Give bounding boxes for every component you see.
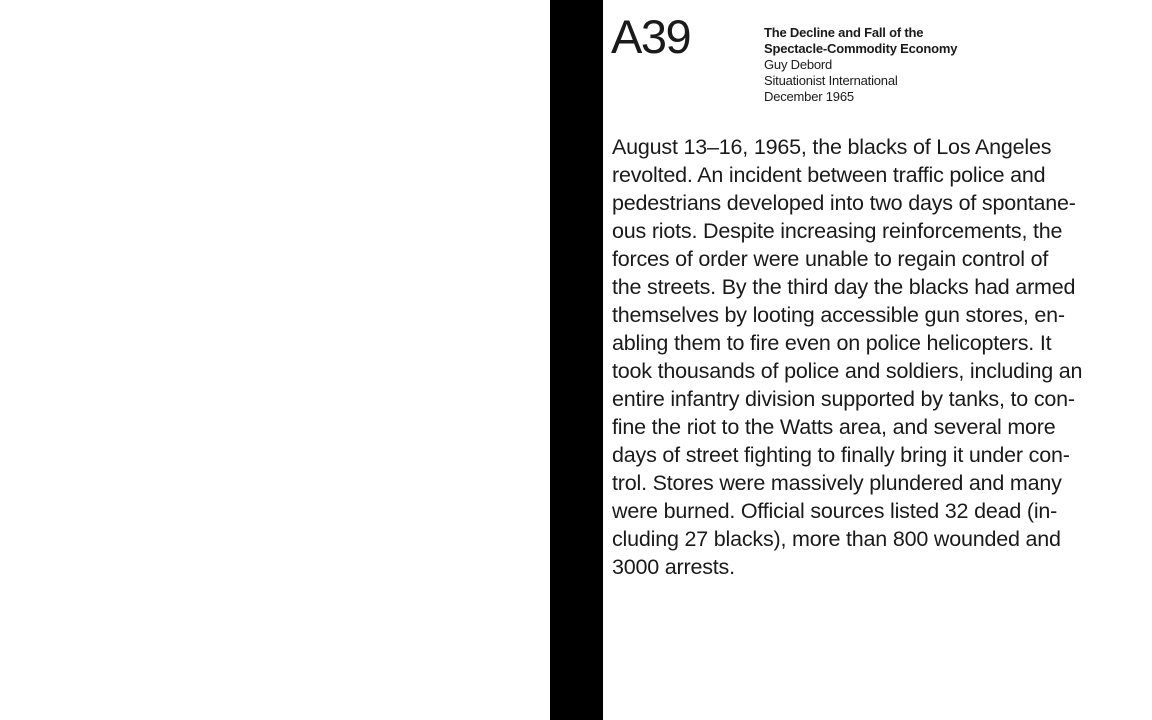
black-margin-bar bbox=[550, 0, 603, 720]
body-line: ous riots. Despite increasing reinforcements, the bbox=[612, 219, 1063, 243]
body-line: entire infantry division supported by tanks, to con- bbox=[612, 387, 1075, 411]
body-line: revolted. An incident between traffic police and bbox=[612, 163, 1046, 187]
document-metadata bbox=[764, 25, 957, 105]
body-paragraph bbox=[612, 133, 1132, 581]
title-line-1: The Decline and Fall of the bbox=[764, 25, 924, 40]
body-line: pedestrians developed into two days of spontane- bbox=[612, 191, 1076, 215]
body-line: fine the riot to the Watts area, and several more bbox=[612, 415, 1056, 439]
author: Guy Debord bbox=[764, 57, 833, 72]
body-line: cluding 27 blacks), more than 800 wounded and bbox=[612, 527, 1061, 551]
body-line: forces of order were unable to regain control of bbox=[612, 247, 1049, 271]
body-line: days of street fighting to finally bring it under con- bbox=[612, 443, 1070, 467]
body-line: themselves by looting accessible gun stores, en- bbox=[612, 303, 1065, 327]
title-line-2: Spectacle-Commodity Economy bbox=[764, 41, 958, 56]
body-line: abling them to fire even on police helicopters. It bbox=[612, 331, 1052, 355]
body-line: trol. Stores were massively plundered and many bbox=[612, 471, 1062, 495]
organization: Situationist International bbox=[764, 73, 898, 88]
blank-left-page bbox=[0, 0, 550, 720]
publication-date: December 1965 bbox=[764, 89, 854, 104]
document-code: A39 bbox=[611, 10, 691, 63]
body-line: took thousands of police and soldiers, including an bbox=[612, 359, 1083, 383]
body-line: were burned. Official sources listed 32 dead (in- bbox=[612, 499, 1058, 523]
body-line: August 13–16, 1965, the blacks of Los Angeles bbox=[612, 135, 1052, 159]
body-line: the streets. By the third day the blacks had armed bbox=[612, 275, 1076, 299]
body-line: 3000 arrests. bbox=[612, 555, 735, 579]
